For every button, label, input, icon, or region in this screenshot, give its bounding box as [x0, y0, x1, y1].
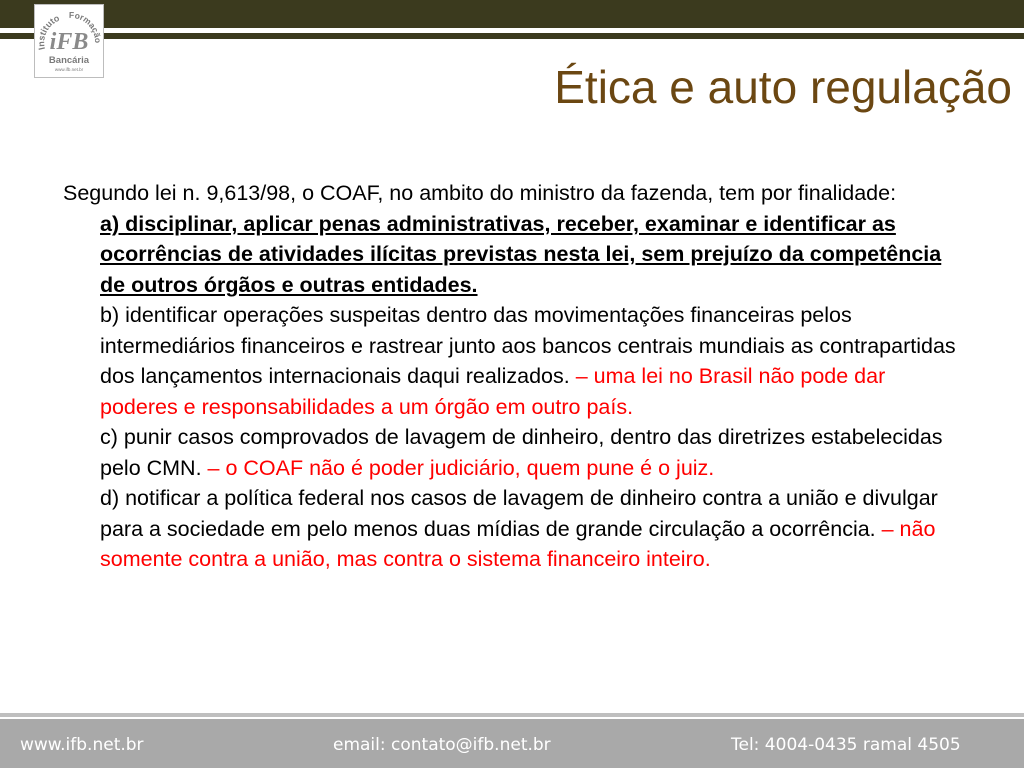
logo-text-instituto: Instituto: [36, 12, 61, 51]
intro-text: Segundo lei n. 9,613/98, o COAF, no ambito do ministro da fazenda, tem por finalidade:: [63, 181, 897, 205]
slide-title: Ética e auto regulação: [554, 61, 1012, 113]
intro-paragraph: [63, 178, 968, 209]
footer-bar: [0, 719, 1024, 768]
footer-website: www.ifb.net.br: [20, 735, 144, 755]
ifb-logo: [34, 4, 104, 78]
item-b: [63, 300, 968, 422]
logo-text-formacao: Formação: [68, 9, 103, 44]
item-c-text: c) punir casos comprovados de lavagem de dinheiro, dentro das diretrizes estabelecidas pelo CMN.: [100, 425, 943, 480]
ifb-logo-graphic: [35, 5, 103, 77]
logo-mark: iFB: [49, 29, 89, 55]
footer-email: email: contato@ifb.net.br: [333, 735, 551, 755]
item-a: [63, 209, 968, 301]
logo-url: www.ifb.net.br: [54, 67, 84, 72]
item-b-text: b) identificar operações suspeitas dentro das movimentações financeiras pelos intermediários financeiros e rastrear junto aos bancos centrais mundiais as contrapartidas dos lançamentos internacionais daqui realizados.: [100, 303, 956, 388]
header-stripe-top: [0, 0, 1024, 28]
item-d-text: d) notificar a política federal nos casos de lavagem de dinheiro contra a união e divulgar para a sociedade em pelo menos duas mídias de grande circulação a ocorrência.: [100, 486, 938, 541]
header-band: [0, 0, 1024, 50]
item-a-text: a) disciplinar, aplicar penas administrativas, receber, examinar e identificar as ocorrências de atividades ilícitas previstas nesta lei, sem prejuízo da competência de outros órgãos e outras entidades.: [100, 211, 942, 297]
slide-body: [63, 178, 968, 575]
footer-divider: [0, 713, 1024, 717]
item-b-note: – uma lei no Brasil não pode dar poderes e responsabilidades a um órgão em outro país.: [100, 364, 886, 419]
item-d: [63, 483, 968, 575]
item-d-note: – não somente contra a união, mas contra o sistema financeiro inteiro.: [100, 516, 936, 571]
footer-phone: Tel: 4004-0435 ramal 4505: [731, 735, 961, 755]
logo-text-bancaria: Bancária: [48, 55, 90, 66]
header-stripe-bottom: [0, 33, 1024, 39]
item-c-note: – o COAF não é poder judiciário, quem pune é o juiz.: [201, 455, 715, 480]
item-c: [63, 422, 968, 483]
